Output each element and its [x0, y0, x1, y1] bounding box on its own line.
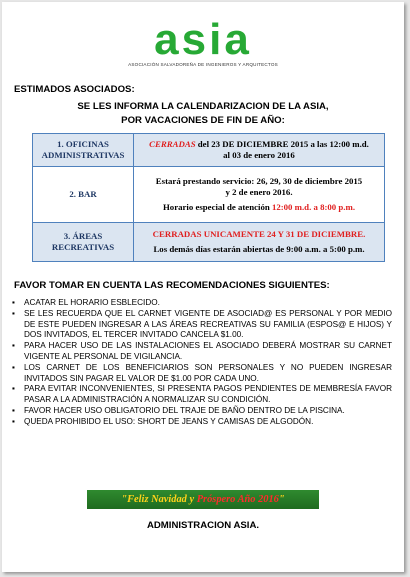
closed-label: CERRADAS UNICAMENTE 24 Y 31 DE DICIEMBRE.	[152, 228, 366, 239]
list-item-text: SE LES RECUERDA QUE EL CARNET VIGENTE DE ASOCIAD@ ES PERSONAL Y POR MEDIO DE ESTE PUEDEN INGRESAR A LAS ÁREAS RECREATIVAS SU FAMILIA (ESPOS@ E HIJOS) Y DOS INVITADOS, EL TERCER INVITADO CANCELA $1.00.	[24, 308, 392, 340]
schedule-text: del 23 DE DICIEMBRE 2015 a las 12:00 m.d.	[195, 139, 369, 150]
list-item	[12, 363, 392, 385]
bullet-icon: ▪	[12, 416, 15, 426]
banner-text: Próspero Año 2016	[196, 494, 279, 505]
recommendations-heading: FAVOR TOMAR EN CUENTA LAS RECOMENDACIONES SIGUIENTES:	[14, 280, 330, 291]
list-item-text: LOS CARNET DE LOS BENEFICIARIOS SON PERSONALES Y NO PUEDEN INGRESAR INVITADOS SIN PAGAR EL VALOR DE $1.00 POR CADA UNO.	[24, 362, 392, 383]
bullet-icon: ▪	[12, 298, 15, 307]
announcement-line-1: SE LES INFORMA LA CALENDARIZACION DE LA ASIA,	[77, 101, 329, 112]
area-label: 3. ÁREAS	[63, 230, 103, 241]
bullet-icon: ▪	[12, 341, 15, 351]
bullet-icon: ▪	[12, 405, 15, 415]
special-hours-label: Horario especial de atención	[162, 202, 272, 213]
schedule-text: y 2 de enero 2016.	[225, 187, 293, 198]
area-cell-offices	[33, 134, 134, 167]
schedule-text: Estará prestando servicio: 26, 29, 30 de diciembre 2015	[155, 176, 363, 187]
area-cell-bar	[33, 167, 134, 222]
list-item-text: PARA HACER USO DE LAS INSTALACIONES EL ASOCIADO DEBERÁ MOSTRAR SU CARNET VIGENTE AL PERSONAL DE VIGILANCIA.	[24, 341, 392, 361]
list-item	[12, 298, 392, 309]
area-label: 2. BAR	[69, 189, 97, 200]
list-item-text: ACATAR EL HORARIO ESBLECIDO.	[24, 298, 160, 307]
list-item	[12, 417, 392, 428]
schedule-cell-recreation	[134, 222, 385, 261]
schedule-row-bar	[33, 167, 385, 222]
schedule-cell-bar	[134, 167, 385, 222]
area-label: ADMINISTRATIVAS	[41, 150, 125, 161]
banner-text: "Feliz Navidad y	[121, 494, 197, 505]
closed-label: CERRADAS	[149, 139, 196, 150]
list-item	[12, 406, 392, 417]
schedule-table	[32, 133, 385, 262]
list-item-text: FAVOR HACER USO OBLIGATORIO DEL TRAJE DE BAÑO DENTRO DE LA PISCINA.	[24, 405, 345, 415]
logo-subtitle: ASOCIACIÓN SALVADOREÑA DE INGENIEROS Y ARQUITECTOS	[128, 62, 278, 67]
holiday-banner	[87, 490, 319, 509]
special-hours: 12:00 m.d. a 8:00 p.m.	[271, 202, 356, 213]
list-item	[12, 309, 392, 341]
schedule-text: Los demás días estarán abiertas de 9:00 a.m. a 5:00 p.m.	[153, 243, 365, 254]
schedule-text: al 03 de enero 2016	[223, 150, 295, 161]
list-item-text: PARA EVITAR INCONVENIENTES, SI PRESENTA PAGOS PENDIENTES DE MEMBRESÍA FAVOR PASAR A LA ADMINISTRACIÓN A NORMALIZAR SU CONDICIÓN.	[24, 384, 392, 405]
recommendations-list	[12, 298, 392, 428]
list-item	[12, 384, 392, 406]
bullet-icon: ▪	[12, 384, 15, 394]
list-item	[12, 341, 392, 363]
area-cell-recreation	[33, 222, 134, 261]
schedule-cell-offices	[134, 134, 385, 167]
banner-text: "	[278, 494, 285, 505]
greeting: ESTIMADOS ASOCIADOS:	[14, 84, 135, 95]
announcement-line-2: POR VACACIONES DE FIN DE AÑO:	[121, 115, 285, 126]
schedule-row-recreation	[33, 222, 385, 261]
list-item-text: QUEDA PROHIBIDO EL USO: SHORT DE JEANS Y CAMISAS DE ALGODÓN.	[24, 416, 314, 426]
logo-word: asia	[154, 15, 252, 64]
bullet-icon: ▪	[12, 362, 15, 372]
document-page	[2, 2, 404, 572]
asia-logo	[2, 15, 404, 67]
area-label: RECREATIVAS	[51, 241, 115, 252]
area-label: 1. OFICINAS	[57, 139, 109, 150]
bullet-icon: ▪	[12, 308, 15, 318]
signature: ADMINISTRACION ASIA.	[146, 520, 260, 531]
schedule-row-offices	[33, 134, 385, 167]
